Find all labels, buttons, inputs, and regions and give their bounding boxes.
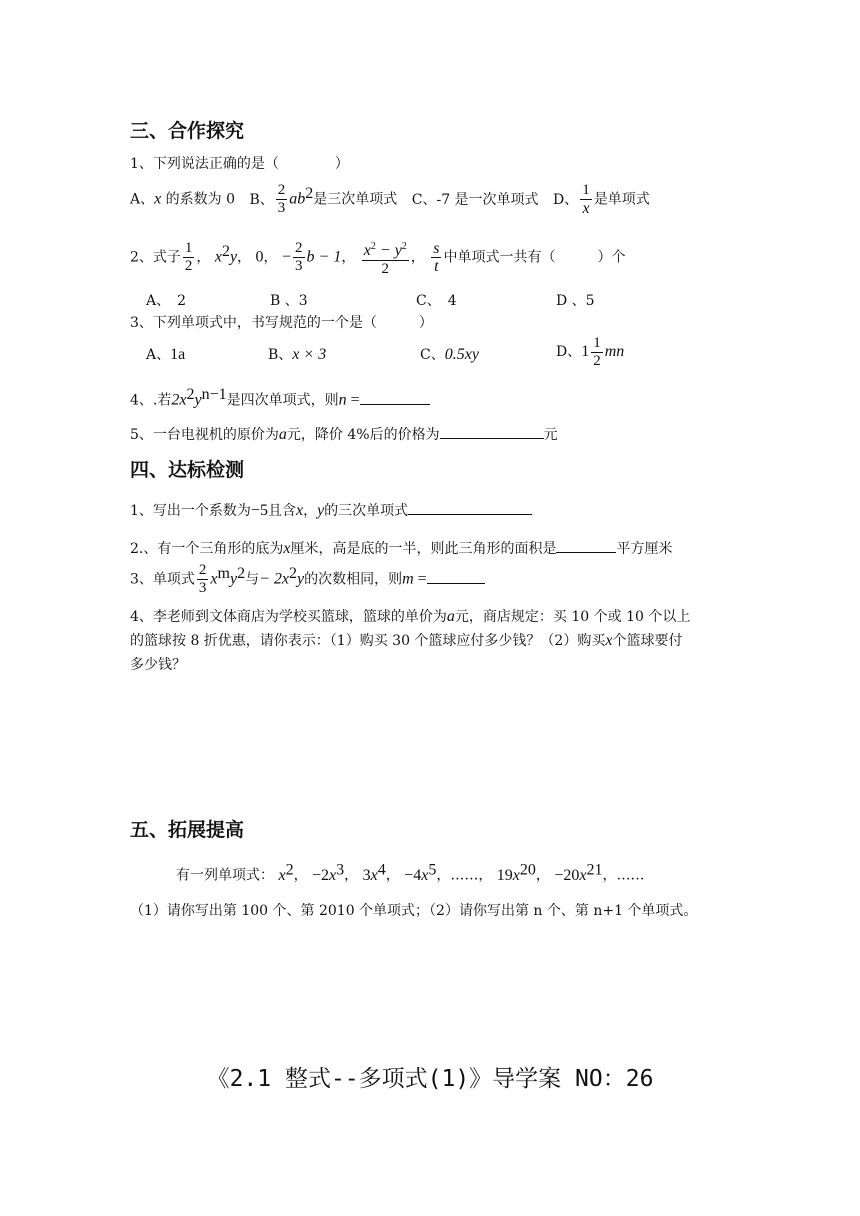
q2-option-d: D 、5 (556, 293, 595, 309)
q1-option-d-fraction: $\frac{1}{x}$ (582, 182, 590, 218)
q1-option-a-label: A、 (130, 191, 155, 208)
sec3-q4: 4、.若$2x^2y^{n-1}$是四次单项式，则n = (130, 386, 430, 410)
q2-option-c: C、 4 (416, 293, 457, 309)
q2-option-a: A、 2 (146, 293, 187, 309)
q2-term-4-rest: b − 1 (306, 248, 342, 266)
q1-option-d-label: D、 (553, 191, 579, 208)
sec5-question: （1）请你写出第 100 个、第 2010 个单项式；（2）请你写出第 n 个、第 n+1 个单项式。 (130, 903, 698, 919)
q1-option-b-text: 是三次单项式 (313, 191, 398, 208)
q2-option-b: B 、3 (270, 293, 308, 309)
sec4-q2-answer-blank[interactable] (556, 538, 616, 553)
q1-option-b-expr: ab (289, 190, 306, 208)
q2-term-2: x (214, 248, 222, 266)
q2-term-4-sign: − (282, 248, 292, 266)
q3-option-a: A、1a (146, 346, 186, 363)
next-lesson-title: 《2.1 整式--多项式(1)》导学案 NO：26 (206, 1066, 654, 1092)
seq-term-4: $-4x^5$ (404, 861, 437, 884)
seq-term-2: $-2x^3$ (312, 861, 345, 884)
sec4-q1: 1、写出一个系数为−5且含x，y的三次单项式 (130, 500, 532, 520)
section-3-heading: 三、合作探究 (130, 120, 245, 142)
sec4-q3-answer-blank[interactable] (427, 569, 485, 584)
sec3-q5: 5、一台电视机的原价为a元，降价 4%后的价格为 元 (130, 426, 558, 443)
section-5-heading: 五、拓展提高 (130, 819, 245, 841)
sec5-sequence: 有一列单项式： $x^2$， $-2x^3$， $3x^4$， $-4x^5$，……， $19x^{20}$， $-20x^{21}$，…… (176, 861, 645, 884)
sec3-q2: 2、式子 $\frac{1}{2}$ ， $x^2y$， 0， − $\frac{2}{3}$ b − 1， $\frac{x^2 - y^2}{2}$ ， $\frac{s}{t}$ 中单项式一共有（ ）个 (130, 232, 625, 278)
q1-option-b-fraction: $\frac{2}{3}$ (277, 182, 286, 217)
sec3-q1-stem: 1、下列说法正确的是（ ） (130, 156, 349, 172)
sec3-q1-options: A、x 的系数为 0 B、 $\frac{2}{3}$ $ab^2$是三次单项式 C、-7 是一次单项式 D、 $\frac{1}{x}$ 是单项式 (130, 182, 650, 218)
sec4-q4-line3: 多少钱？ (130, 657, 186, 673)
sec3-q3-stem: 3、下列单项式中，书写规范的一个是（ ） (130, 315, 433, 331)
q1-option-a-var: x (154, 190, 162, 208)
q2-suffix: 中单项式一共有（ ）个 (443, 249, 626, 266)
seq-term-20: $-20x^{21}$ (554, 861, 603, 884)
q2-frac-5: $\frac{s}{t}$ (433, 240, 440, 276)
q2-term-3: 0 (255, 248, 264, 266)
q4-answer-blank[interactable] (360, 390, 430, 405)
section-4-heading: 四、达标检测 (130, 459, 245, 481)
sec4-q1-answer-blank[interactable] (408, 500, 532, 515)
q3-option-d: D、1 $\frac{1}{2}$ mn (556, 334, 625, 369)
q1-option-c: C、-7 是一次单项式 (411, 191, 539, 208)
q3-option-b: B、x × 3 (268, 346, 327, 363)
q2-prefix: 2、式子 (130, 249, 181, 266)
q5-answer-blank[interactable] (440, 424, 544, 439)
seq-term-19: $19x^{20}$ (496, 861, 536, 884)
q1-option-a-text: 的系数为 0 (161, 191, 236, 208)
q2-frac-3: $\frac{2}{3}$ (295, 240, 303, 275)
seq-term-1: $x^2$ (278, 861, 294, 884)
q3-option-c: C、0.5xy (420, 346, 479, 363)
sec4-q2: 2.、有一个三角形的底为x厘米，高是底的一半，则此三角形的面积是 平方厘米 (130, 540, 673, 557)
q2-frac-1: $\frac{1}{2}$ (184, 240, 193, 275)
q1-option-d-text: 是单项式 (593, 191, 650, 208)
seq-term-3: $3x^4$ (362, 861, 386, 884)
q2-frac-4: $\frac{x^2 - y^2}{2}$ (362, 238, 409, 278)
q1-option-b-label: B、 (249, 191, 274, 208)
sec4-q3: 3、单项式 $\frac{2}{3}$ $x^my^2$与− $2x^2y$的次数相同，则m = (130, 554, 485, 600)
sec4-q4-line1: 4、李老师到文体商店为学校买篮球，篮球的单价为a元，商店规定：买 10 个或 10 个以上 (130, 608, 691, 625)
sec4-q4-line2: 的篮球按 8 折优惠，请你表示：（1）购买 30 个篮球应付多少钱？（2）购买x个篮球要付 (130, 632, 683, 649)
